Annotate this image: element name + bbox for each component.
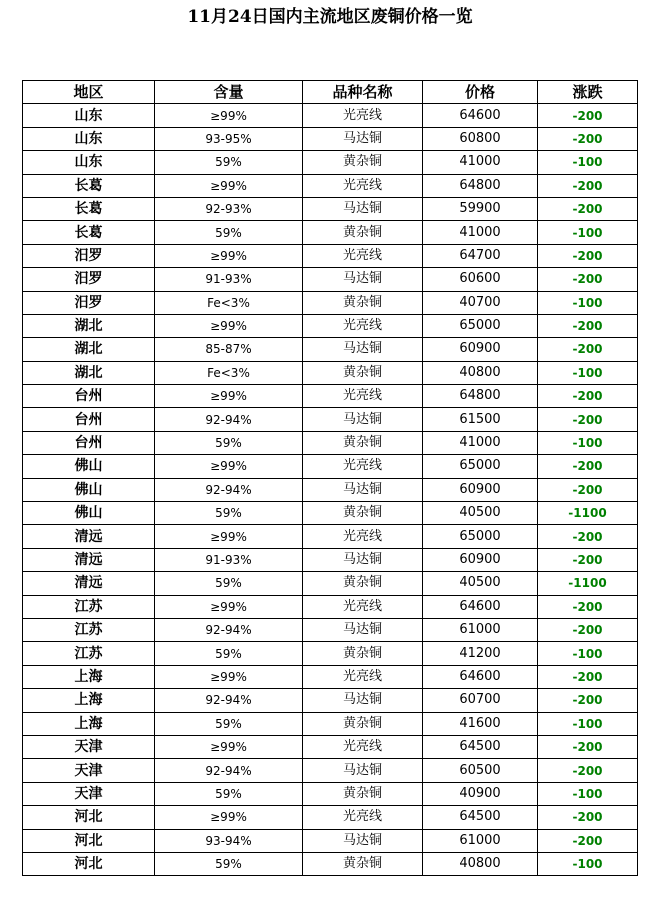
price-cell: 60800 xyxy=(423,127,538,150)
product-cell: 马达铜 xyxy=(303,268,423,291)
product-cell: 黄杂铜 xyxy=(303,151,423,174)
table-row xyxy=(23,197,638,220)
price-cell: 40800 xyxy=(423,361,538,384)
region-cell: 清远 xyxy=(23,525,155,548)
table-row xyxy=(23,361,638,384)
price-cell: 65000 xyxy=(423,314,538,337)
product-cell: 光亮线 xyxy=(303,385,423,408)
region-cell: 台州 xyxy=(23,385,155,408)
content-cell: 92-94% xyxy=(155,759,303,782)
region-cell: 山东 xyxy=(23,127,155,150)
change-cell: -200 xyxy=(538,244,638,267)
product-cell: 黄杂铜 xyxy=(303,502,423,525)
product-cell: 黄杂铜 xyxy=(303,852,423,875)
content-cell: 91-93% xyxy=(155,268,303,291)
region-cell: 汨罗 xyxy=(23,268,155,291)
price-cell: 60900 xyxy=(423,478,538,501)
price-cell: 40800 xyxy=(423,852,538,875)
table-row xyxy=(23,735,638,758)
region-cell: 汨罗 xyxy=(23,291,155,314)
header-price: 价格 xyxy=(423,81,538,104)
product-cell: 黄杂铜 xyxy=(303,361,423,384)
product-cell: 马达铜 xyxy=(303,197,423,220)
content-cell: 92-94% xyxy=(155,689,303,712)
change-cell: -200 xyxy=(538,595,638,618)
region-cell: 河北 xyxy=(23,852,155,875)
content-cell: 85-87% xyxy=(155,338,303,361)
product-cell: 光亮线 xyxy=(303,455,423,478)
price-cell: 60600 xyxy=(423,268,538,291)
table-row xyxy=(23,502,638,525)
price-cell: 60500 xyxy=(423,759,538,782)
content-cell: 59% xyxy=(155,502,303,525)
price-cell: 64800 xyxy=(423,385,538,408)
price-cell: 60700 xyxy=(423,689,538,712)
change-cell: -100 xyxy=(538,852,638,875)
change-cell: -200 xyxy=(538,197,638,220)
table-row xyxy=(23,548,638,571)
price-cell: 64500 xyxy=(423,806,538,829)
table-row xyxy=(23,665,638,688)
change-cell: -200 xyxy=(538,689,638,712)
table-row xyxy=(23,618,638,641)
region-cell: 天津 xyxy=(23,782,155,805)
header-region: 地区 xyxy=(23,81,155,104)
product-cell: 黄杂铜 xyxy=(303,431,423,454)
content-cell: 59% xyxy=(155,221,303,244)
content-cell: ≥99% xyxy=(155,385,303,408)
table-row xyxy=(23,431,638,454)
change-cell: -100 xyxy=(538,782,638,805)
price-cell: 64800 xyxy=(423,174,538,197)
price-cell: 65000 xyxy=(423,455,538,478)
product-cell: 马达铜 xyxy=(303,127,423,150)
region-cell: 湖北 xyxy=(23,338,155,361)
table-row xyxy=(23,712,638,735)
price-cell: 60900 xyxy=(423,338,538,361)
change-cell: -200 xyxy=(538,618,638,641)
table-row xyxy=(23,385,638,408)
product-cell: 光亮线 xyxy=(303,806,423,829)
region-cell: 上海 xyxy=(23,712,155,735)
price-cell: 41000 xyxy=(423,151,538,174)
table-body xyxy=(23,104,638,876)
product-cell: 黄杂铜 xyxy=(303,642,423,665)
price-cell: 64700 xyxy=(423,244,538,267)
price-cell: 40900 xyxy=(423,782,538,805)
price-cell: 64600 xyxy=(423,104,538,127)
change-cell: -200 xyxy=(538,829,638,852)
table-row xyxy=(23,338,638,361)
price-table xyxy=(22,80,638,876)
table-row xyxy=(23,806,638,829)
product-cell: 黄杂铜 xyxy=(303,291,423,314)
product-cell: 黄杂铜 xyxy=(303,712,423,735)
content-cell: ≥99% xyxy=(155,806,303,829)
change-cell: -200 xyxy=(538,385,638,408)
content-cell: ≥99% xyxy=(155,455,303,478)
content-cell: 93-94% xyxy=(155,829,303,852)
product-cell: 光亮线 xyxy=(303,314,423,337)
table-row xyxy=(23,455,638,478)
region-cell: 长葛 xyxy=(23,197,155,220)
content-cell: 59% xyxy=(155,712,303,735)
table-header-row xyxy=(23,81,638,104)
region-cell: 佛山 xyxy=(23,455,155,478)
table-row xyxy=(23,174,638,197)
region-cell: 上海 xyxy=(23,689,155,712)
product-cell: 马达铜 xyxy=(303,478,423,501)
content-cell: 59% xyxy=(155,151,303,174)
change-cell: -100 xyxy=(538,221,638,244)
page-title: 11月24日国内主流地区废铜价格一览 xyxy=(187,7,473,27)
content-cell: ≥99% xyxy=(155,735,303,758)
table-row xyxy=(23,829,638,852)
region-cell: 清远 xyxy=(23,548,155,571)
region-cell: 河北 xyxy=(23,829,155,852)
table-row xyxy=(23,572,638,595)
table-row xyxy=(23,244,638,267)
change-cell: -100 xyxy=(538,151,638,174)
change-cell: -200 xyxy=(538,548,638,571)
region-cell: 湖北 xyxy=(23,361,155,384)
region-cell: 佛山 xyxy=(23,502,155,525)
content-cell: 59% xyxy=(155,572,303,595)
price-cell: 59900 xyxy=(423,197,538,220)
price-cell: 61500 xyxy=(423,408,538,431)
content-cell: 59% xyxy=(155,852,303,875)
content-cell: Fe<3% xyxy=(155,361,303,384)
product-cell: 马达铜 xyxy=(303,618,423,641)
region-cell: 长葛 xyxy=(23,174,155,197)
change-cell: -200 xyxy=(538,806,638,829)
price-cell: 40500 xyxy=(423,572,538,595)
product-cell: 马达铜 xyxy=(303,548,423,571)
change-cell: -100 xyxy=(538,712,638,735)
content-cell: 59% xyxy=(155,431,303,454)
product-cell: 光亮线 xyxy=(303,174,423,197)
table-row xyxy=(23,759,638,782)
change-cell: -1100 xyxy=(538,572,638,595)
price-cell: 64500 xyxy=(423,735,538,758)
change-cell: -200 xyxy=(538,104,638,127)
region-cell: 台州 xyxy=(23,408,155,431)
content-cell: 59% xyxy=(155,642,303,665)
price-cell: 61000 xyxy=(423,829,538,852)
content-cell: 91-93% xyxy=(155,548,303,571)
region-cell: 江苏 xyxy=(23,618,155,641)
table-row xyxy=(23,291,638,314)
table-row xyxy=(23,525,638,548)
header-change: 涨跌 xyxy=(538,81,638,104)
change-cell: -1100 xyxy=(538,502,638,525)
product-cell: 黄杂铜 xyxy=(303,221,423,244)
change-cell: -200 xyxy=(538,665,638,688)
price-cell: 40700 xyxy=(423,291,538,314)
change-cell: -200 xyxy=(538,455,638,478)
product-cell: 马达铜 xyxy=(303,689,423,712)
product-cell: 马达铜 xyxy=(303,759,423,782)
product-cell: 黄杂铜 xyxy=(303,572,423,595)
region-cell: 湖北 xyxy=(23,314,155,337)
price-cell: 60900 xyxy=(423,548,538,571)
content-cell: 93-95% xyxy=(155,127,303,150)
change-cell: -200 xyxy=(538,268,638,291)
change-cell: -200 xyxy=(538,408,638,431)
content-cell: ≥99% xyxy=(155,595,303,618)
region-cell: 江苏 xyxy=(23,595,155,618)
region-cell: 山东 xyxy=(23,104,155,127)
region-cell: 清远 xyxy=(23,572,155,595)
product-cell: 光亮线 xyxy=(303,665,423,688)
header-content: 含量 xyxy=(155,81,303,104)
price-cell: 41000 xyxy=(423,431,538,454)
change-cell: -200 xyxy=(538,338,638,361)
region-cell: 佛山 xyxy=(23,478,155,501)
change-cell: -100 xyxy=(538,431,638,454)
change-cell: -200 xyxy=(538,735,638,758)
product-cell: 光亮线 xyxy=(303,735,423,758)
price-cell: 40500 xyxy=(423,502,538,525)
change-cell: -200 xyxy=(538,174,638,197)
price-cell: 41000 xyxy=(423,221,538,244)
content-cell: ≥99% xyxy=(155,174,303,197)
table-row xyxy=(23,642,638,665)
table-row xyxy=(23,268,638,291)
table-row xyxy=(23,689,638,712)
product-cell: 马达铜 xyxy=(303,829,423,852)
content-cell: 92-94% xyxy=(155,478,303,501)
product-cell: 光亮线 xyxy=(303,244,423,267)
content-cell: ≥99% xyxy=(155,665,303,688)
header-product: 品种名称 xyxy=(303,81,423,104)
price-cell: 41200 xyxy=(423,642,538,665)
change-cell: -100 xyxy=(538,361,638,384)
product-cell: 马达铜 xyxy=(303,338,423,361)
change-cell: -200 xyxy=(538,478,638,501)
product-cell: 光亮线 xyxy=(303,525,423,548)
price-cell: 64600 xyxy=(423,595,538,618)
table-row xyxy=(23,782,638,805)
table-row xyxy=(23,127,638,150)
region-cell: 上海 xyxy=(23,665,155,688)
product-cell: 黄杂铜 xyxy=(303,782,423,805)
table-row xyxy=(23,314,638,337)
price-cell: 65000 xyxy=(423,525,538,548)
content-cell: ≥99% xyxy=(155,104,303,127)
content-cell: ≥99% xyxy=(155,314,303,337)
product-cell: 光亮线 xyxy=(303,104,423,127)
price-cell: 64600 xyxy=(423,665,538,688)
price-cell: 41600 xyxy=(423,712,538,735)
content-cell: 59% xyxy=(155,782,303,805)
region-cell: 汨罗 xyxy=(23,244,155,267)
region-cell: 天津 xyxy=(23,759,155,782)
change-cell: -100 xyxy=(538,642,638,665)
change-cell: -200 xyxy=(538,127,638,150)
table-row xyxy=(23,151,638,174)
price-cell: 61000 xyxy=(423,618,538,641)
table-row xyxy=(23,104,638,127)
region-cell: 长葛 xyxy=(23,221,155,244)
change-cell: -200 xyxy=(538,759,638,782)
region-cell: 山东 xyxy=(23,151,155,174)
product-cell: 马达铜 xyxy=(303,408,423,431)
content-cell: Fe<3% xyxy=(155,291,303,314)
product-cell: 光亮线 xyxy=(303,595,423,618)
content-cell: 92-93% xyxy=(155,197,303,220)
change-cell: -200 xyxy=(538,314,638,337)
change-cell: -200 xyxy=(538,525,638,548)
table-row xyxy=(23,595,638,618)
region-cell: 河北 xyxy=(23,806,155,829)
region-cell: 江苏 xyxy=(23,642,155,665)
table-row xyxy=(23,478,638,501)
content-cell: 92-94% xyxy=(155,408,303,431)
change-cell: -100 xyxy=(538,291,638,314)
table-row xyxy=(23,408,638,431)
region-cell: 台州 xyxy=(23,431,155,454)
content-cell: ≥99% xyxy=(155,244,303,267)
content-cell: ≥99% xyxy=(155,525,303,548)
table-row xyxy=(23,221,638,244)
region-cell: 天津 xyxy=(23,735,155,758)
content-cell: 92-94% xyxy=(155,618,303,641)
table-row xyxy=(23,852,638,875)
